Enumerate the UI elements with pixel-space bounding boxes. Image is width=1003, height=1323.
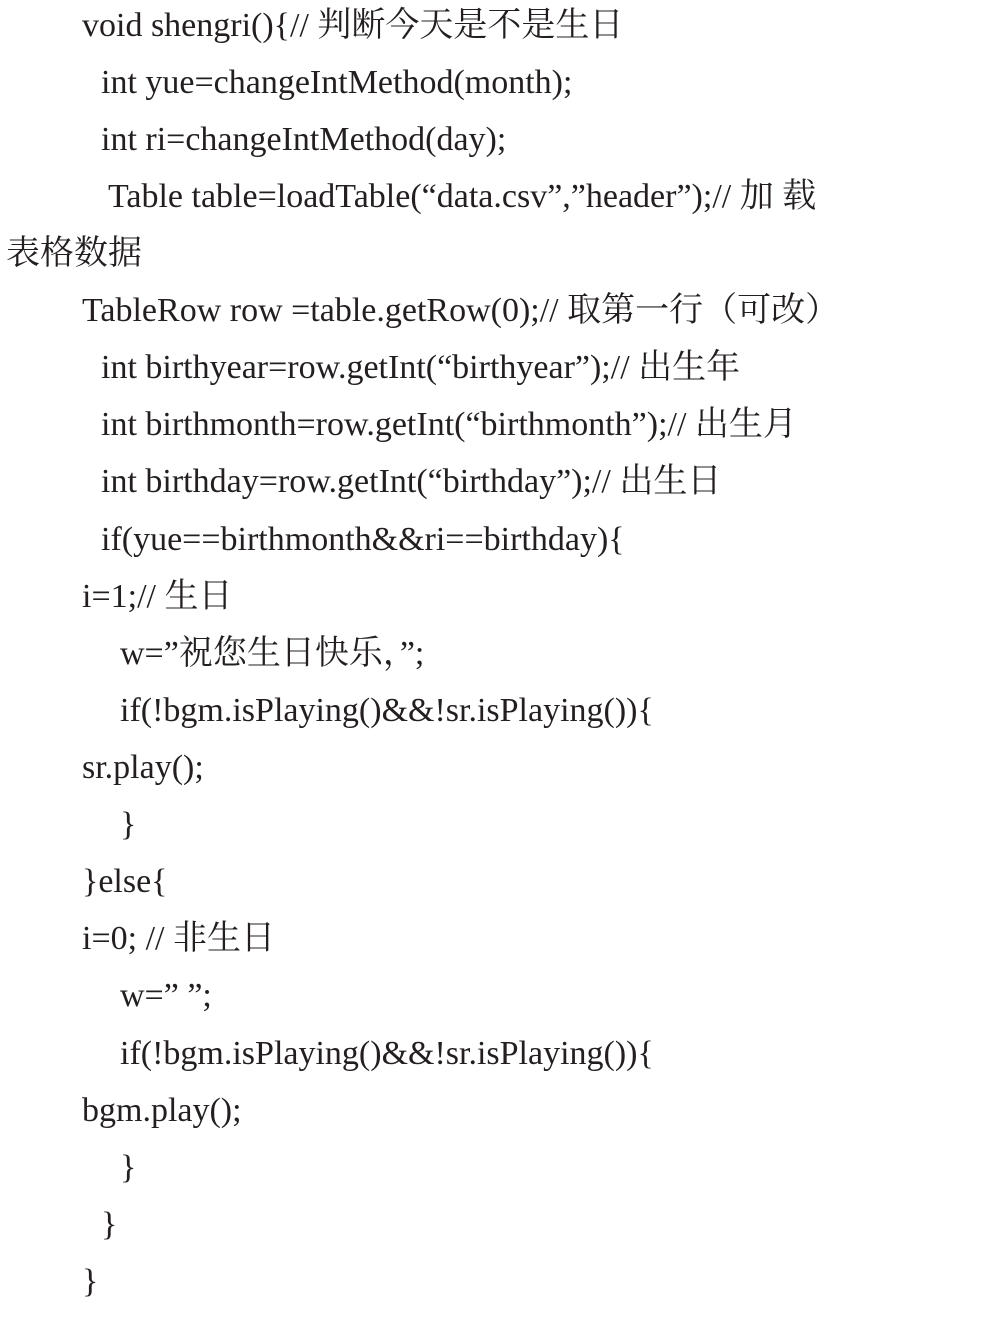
code-line-yue: int yue=changeIntMethod(month); xyxy=(101,64,573,101)
code-line-close-brace-1: } xyxy=(120,806,137,843)
code-line-bgm-play: bgm.play(); xyxy=(82,1092,242,1129)
code-line-i-equals-0: i=0; // 非生日 xyxy=(82,920,275,957)
code-line-sr-play: sr.play(); xyxy=(82,749,204,786)
code-line-function-header: void shengri(){// 判断今天是不是生日 xyxy=(82,7,624,44)
code-line-birthyear: int birthyear=row.getInt(“birthyear”);// 出生年 xyxy=(101,349,741,386)
code-line-w-greeting: w=”祝您生日快乐，”; xyxy=(120,635,425,672)
code-line-ri: int ri=changeIntMethod(day); xyxy=(101,121,507,158)
code-line-w-empty: w=” ”; xyxy=(120,977,212,1014)
code-line-close-brace-4: } xyxy=(82,1263,99,1300)
code-line-if-not-playing-2: if(!bgm.isPlaying()&&!sr.isPlaying()){ xyxy=(120,1035,654,1072)
code-line-close-brace-2: } xyxy=(120,1149,137,1186)
code-line-close-brace-3: } xyxy=(101,1206,118,1243)
code-line-if-not-playing-1: if(!bgm.isPlaying()&&!sr.isPlaying()){ xyxy=(120,692,654,729)
code-line-birthmonth: int birthmonth=row.getInt(“birthmonth”);// 出生月 xyxy=(101,406,797,443)
code-line-get-row: TableRow row =table.getRow(0);// 取第一行（可改） xyxy=(82,292,840,329)
code-line-load-table-wrap: 表格数据 xyxy=(6,235,142,272)
code-line-if-birthday: if(yue==birthmonth&&ri==birthday){ xyxy=(101,521,625,558)
code-line-birthday: int birthday=row.getInt(“birthday”);// 出生日 xyxy=(101,463,722,500)
code-line-else: }else{ xyxy=(82,863,168,900)
code-line-load-table: Table table=loadTable(“data.csv”,”header”);// 加 载 xyxy=(108,178,817,215)
code-line-i-equals-1: i=1;// 生日 xyxy=(82,578,233,615)
